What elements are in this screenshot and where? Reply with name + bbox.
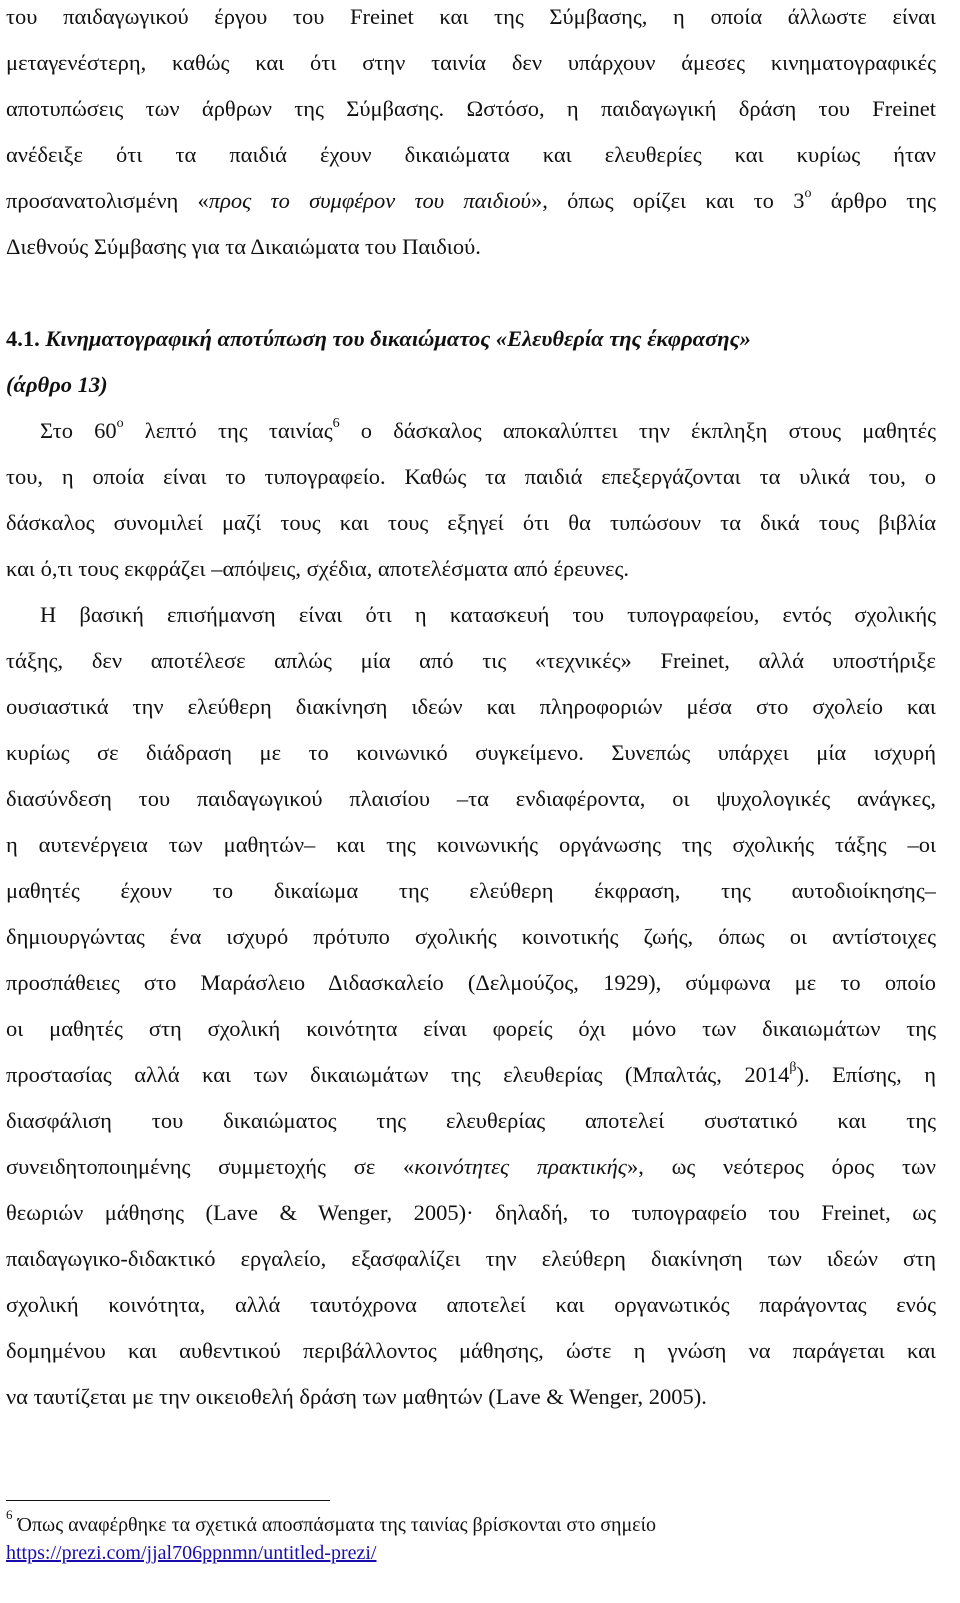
text-run: άρθρο της (811, 188, 936, 213)
paragraph-text: μεταγενέστερη, καθώς και ότι στην ταινία δεν υπάρχουν άμεσες κινηματογραφικές (6, 50, 936, 75)
paragraph-line (6, 508, 936, 538)
paragraph-line (6, 646, 936, 676)
paragraph-text: ουσιαστικά την ελεύθερη διακίνηση ιδεών και πληροφοριών μέσα στο σχολείο και (6, 694, 936, 719)
paragraph-text: δομημένου και αυθεντικού περιβάλλοντος μάθησης, ώστε η γνώση να παράγεται και (6, 1338, 936, 1363)
paragraph-text: τάξης, δεν αποτέλεσε απλώς μία από τις «τεχνικές» Freinet, αλλά υποστήριξε (6, 648, 936, 673)
text-run: προσανατολισμένη « (6, 188, 209, 213)
paragraph-line (6, 1014, 936, 1044)
paragraph-text: δάσκαλος συνομιλεί μαζί τους και τους εξηγεί ότι θα τυπώσουν τα δικά τους βιβλία (6, 510, 936, 535)
paragraph-line (6, 48, 936, 78)
italic-quote: προς το συμφέρον του παιδιού (208, 188, 531, 213)
paragraph-text: και ό,τι τους εκφράζει –απόψεις, σχέδια, αποτελέσματα από έρευνες. (6, 556, 629, 581)
paragraph-text: αποτυπώσεις των άρθρων της Σύμβασης. Ωστόσο, η παιδαγωγική δράση του Freinet (6, 96, 936, 121)
superscript: β (789, 1060, 797, 1075)
footnote-divider (6, 1500, 330, 1501)
paragraph-line (6, 968, 936, 998)
paragraph-text: σχολική κοινότητα, αλλά ταυτόχρονα αποτελεί και οργανωτικός παράγοντας ενός (6, 1292, 936, 1317)
paragraph-line (6, 784, 936, 814)
paragraph-line (6, 1106, 936, 1136)
paragraph-text: οι μαθητές στη σχολική κοινότητα είναι φορείς όχι μόνο των δικαιωμάτων της (6, 1016, 936, 1041)
section-title: Κινηματογραφική αποτύπωση του δικαιώματος «Ελευθερία της έκφρασης» (39, 326, 751, 351)
paragraph-line (6, 232, 936, 262)
paragraph-text: δημιουργώντας ένα ισχυρό πρότυπο σχολικής κοινοτικής ζωής, όπως οι αντίστοιχες (6, 924, 936, 949)
paragraph-text: η αυτενέργεια των μαθητών– και της κοινωνικής οργάνωσης της σχολικής τάξης –οι (6, 832, 936, 857)
paragraph-line (6, 1244, 936, 1274)
paragraph-line (6, 140, 936, 170)
paragraph-line (6, 186, 936, 216)
paragraph-line (6, 692, 936, 722)
paragraph-line (6, 554, 936, 584)
paragraph-line (6, 830, 936, 860)
paragraph-text: να ταυτίζεται με την οικειοθελή δράση των μαθητών (Lave & Wenger, 2005). (6, 1384, 707, 1409)
paragraph-text (6, 1062, 936, 1087)
paragraph-line (6, 922, 936, 952)
paragraph-text: Διεθνούς Σύμβασης για τα Δικαιώματα του Παιδιού. (6, 234, 481, 259)
footnote (6, 1507, 936, 1538)
text-run: συνειδητοποιημένης συμμετοχής σε « (6, 1154, 415, 1179)
paragraph-line (6, 462, 936, 492)
paragraph-line (6, 94, 936, 124)
paragraph-text: Η βασική επισήμανση είναι ότι η κατασκευή του τυπογραφείου, εντός σχολικής (40, 602, 936, 627)
paragraph-line (6, 1060, 936, 1090)
section-heading-continued (6, 370, 936, 400)
paragraph-line (6, 1152, 936, 1182)
paragraph-text: παιδαγωγικο-διδακτικό εργαλείο, εξασφαλίζει την ελεύθερη διακίνηση των ιδεών στη (6, 1246, 936, 1271)
paragraph-line (40, 416, 936, 446)
paragraph-text: προσπάθειες στο Μαράσλειο Διδασκαλείο (Δελμούζος, 1929), σύμφωνα με το οποίο (6, 970, 936, 995)
footnote-text: Όπως αναφέρθηκε τα σχετικά αποσπάσματα της ταινίας βρίσκονται στο σημείο (12, 1514, 656, 1536)
footnote-link[interactable]: https://prezi.com/jjal706ppnmn/untitled-prezi/ (6, 1542, 377, 1564)
paragraph-line (6, 1290, 936, 1320)
italic-term: κοινότητες πρακτικής (414, 1154, 627, 1179)
paragraph-line (6, 1382, 936, 1412)
paragraph-line (6, 1198, 936, 1228)
paragraph-text: θεωριών μάθησης (Lave & Wenger, 2005)· δηλαδή, το τυπογραφείο του Freinet, ως (6, 1200, 936, 1225)
section-heading (6, 324, 936, 354)
paragraph-text: κυρίως σε διάδραση με το κοινωνικό συγκείμενο. Συνεπώς υπάρχει μία ισχυρή (6, 740, 936, 765)
paragraph-text (40, 418, 936, 443)
paragraph-text: ανέδειξε ότι τα παιδιά έχουν δικαιώματα και ελευθερίες και κυρίως ήταν (6, 142, 936, 167)
footnote-marker: 6 (6, 1507, 13, 1523)
text-run: », ως νεότερος όρος των (626, 1154, 936, 1179)
paragraph-text: του, η οποία είναι το τυπογραφείο. Καθώς τα παιδιά επεξεργάζονται τα υλικά του, ο (6, 464, 936, 489)
section-title-article: (άρθρο 13) (6, 372, 108, 397)
text-run: », όπως ορίζει και το 3 (531, 188, 805, 213)
paragraph-line (6, 738, 936, 768)
paragraph-text (6, 1154, 936, 1179)
section-number: 4.1. (6, 326, 40, 351)
paragraph-line (40, 600, 936, 630)
paragraph-line (6, 876, 936, 906)
text-run: Στο 60 (40, 418, 117, 443)
text-run: ). Επίσης, η (796, 1062, 936, 1087)
paragraph-text (6, 188, 936, 213)
footnote-ref[interactable]: 6 (332, 416, 340, 431)
text-run: ο δάσκαλος αποκαλύπτει την έκπληξη στους μαθητές (339, 418, 936, 443)
paragraph-text: διασύνδεση του παιδαγωγικού πλαισίου –τα ενδιαφέροντα, οι ψυχολογικές ανάγκες, (6, 786, 936, 811)
superscript: ο (804, 186, 812, 201)
text-run: λεπτό της ταινίας (123, 418, 333, 443)
superscript: ο (116, 416, 124, 431)
paragraph-text: μαθητές έχουν το δικαίωμα της ελεύθερη έκφραση, της αυτοδιοίκησης– (6, 878, 936, 903)
paragraph-line (6, 2, 936, 32)
text-run: προστασίας αλλά και των δικαιωμάτων της ελευθερίας (Μπαλτάς, 2014 (6, 1062, 790, 1087)
paragraph-text: διασφάλιση του δικαιώματος της ελευθερίας αποτελεί συστατικό και της (6, 1108, 936, 1133)
paragraph-text: του παιδαγωγικού έργου του Freinet και της Σύμβασης, η οποία άλλωστε είναι (6, 4, 936, 29)
paragraph-line (6, 1336, 936, 1366)
footnote-link-line (6, 1540, 936, 1566)
